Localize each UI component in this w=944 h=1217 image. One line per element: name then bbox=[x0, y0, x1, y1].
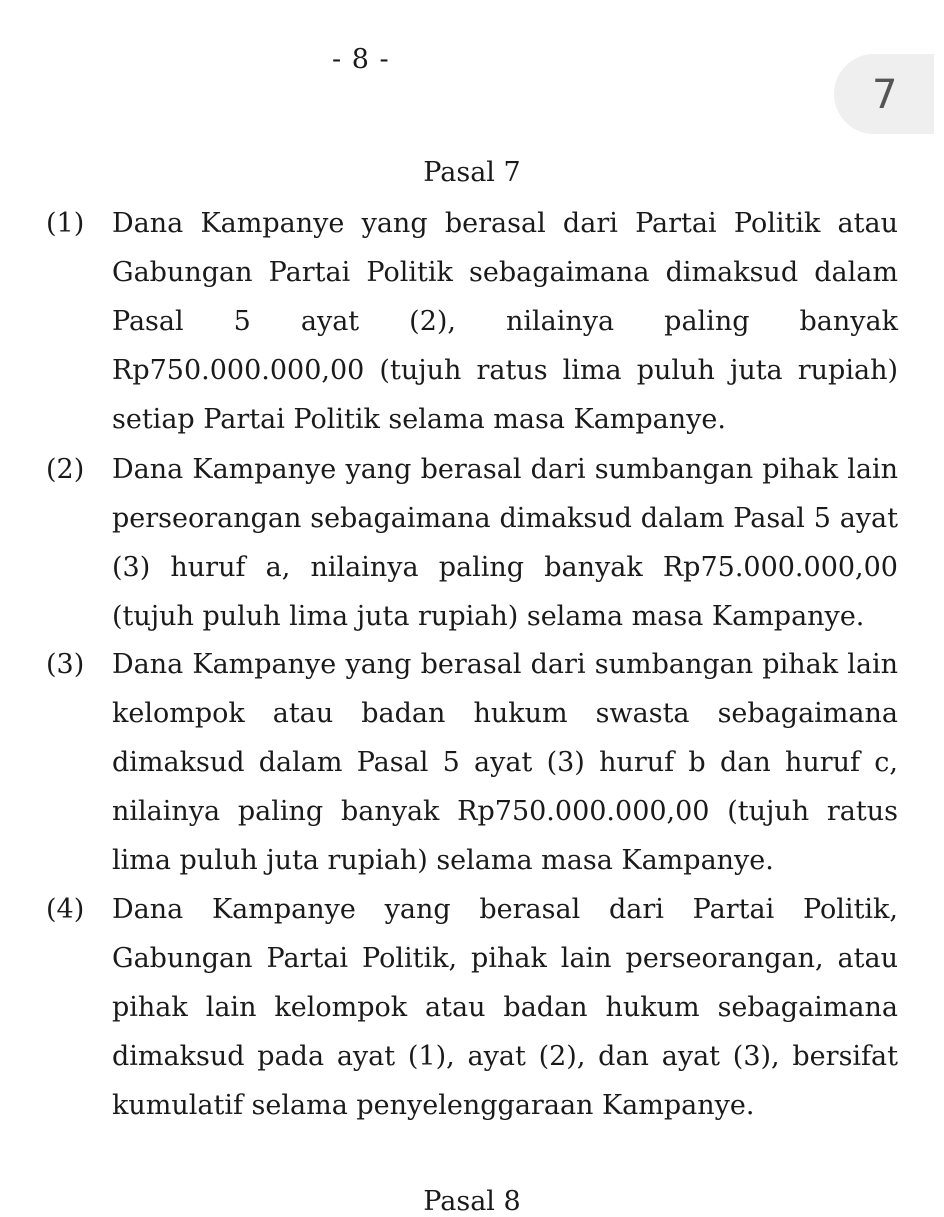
paragraph-number: (2) bbox=[46, 454, 85, 485]
paragraph-text: Dana Kampanye yang berasal dari sumbangan pihak lain kelompok atau badan hukum swasta sebagaimana dimaksud dalam Pasal 5 ayat (3) huruf b dan huruf c, nilainya paling banyak Rp750.000.000,00 (tujuh ratus lima puluh juta rupiah) selama masa Kampanye. bbox=[112, 649, 898, 876]
page-indicator-number: 7 bbox=[872, 72, 898, 118]
page-number: - 8 - bbox=[332, 44, 390, 75]
paragraph-text: Dana Kampanye yang berasal dari sumbangan pihak lain perseorangan sebagaimana dimaksud dalam Pasal 5 ayat (3) huruf a, nilainya paling banyak Rp75.000.000,00 (tujuh puluh lima juta rupiah) selama masa Kampanye. bbox=[112, 454, 898, 632]
article-heading-pasal-7: Pasal 7 bbox=[423, 157, 521, 188]
paragraph-text: Dana Kampanye yang berasal dari Partai Politik, Gabungan Partai Politik, pihak lain perseorangan, atau pihak lain kelompok atau badan hukum sebagaimana dimaksud pada ayat (1), ayat (2), dan ayat (3), bersifat kumulatif selama penyelenggaraan Kampanye. bbox=[112, 894, 898, 1121]
page-indicator-badge bbox=[834, 54, 934, 134]
paragraph-number: (1) bbox=[46, 208, 85, 239]
paragraph-number: (4) bbox=[46, 894, 85, 925]
article-heading-pasal-8: Pasal 8 bbox=[423, 1186, 521, 1217]
paragraph-text: Dana Kampanye yang berasal dari Partai Politik atau Gabungan Partai Politik sebagaimana dimaksud dalam Pasal 5 ayat (2), nilainya paling banyak Rp750.000.000,00 (tujuh ratus lima puluh juta rupiah) setiap Partai Politik selama masa Kampanye. bbox=[112, 208, 898, 435]
paragraph-number: (3) bbox=[46, 649, 85, 680]
